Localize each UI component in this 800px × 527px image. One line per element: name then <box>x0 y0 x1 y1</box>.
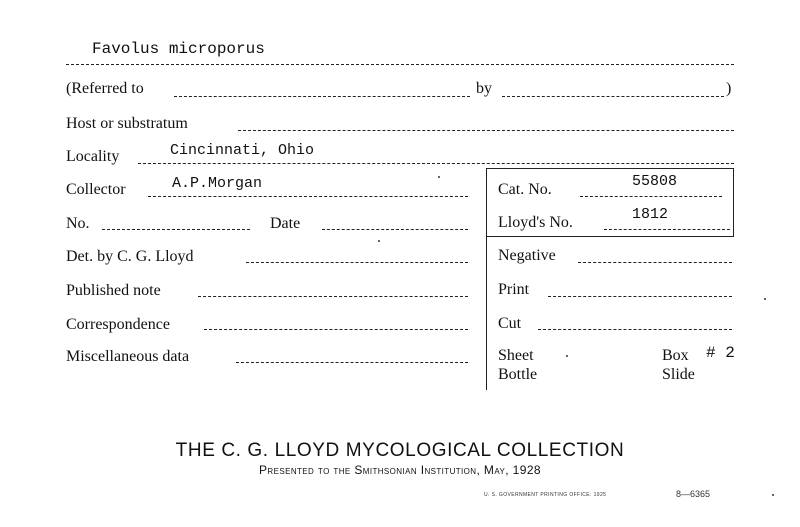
collector-value: A.P.Morgan <box>172 175 263 192</box>
published-note-line <box>198 296 468 297</box>
miscellaneous-label: Miscellaneous data <box>66 348 190 365</box>
right-box-divider <box>486 236 734 237</box>
no-label: No. <box>66 215 90 232</box>
cut-line <box>538 329 732 330</box>
correspondence-label: Correspondence <box>66 316 170 333</box>
box-value: # 2 <box>706 344 735 362</box>
box-label: Box <box>662 347 689 364</box>
collection-subtitle: Presented to the Smithsonian Institution, May, 1928 <box>259 463 541 477</box>
date-label: Date <box>270 215 301 232</box>
print-line <box>548 296 732 297</box>
host-label: Host or substratum <box>66 115 188 132</box>
speck <box>772 494 774 496</box>
date-line <box>322 229 468 230</box>
speck <box>438 176 440 178</box>
taxon-line <box>66 64 734 65</box>
collection-title: THE C. G. LLOYD MYCOLOGICAL COLLECTION <box>175 440 625 461</box>
right-box-top-border <box>486 168 734 169</box>
cut-label: Cut <box>498 315 522 332</box>
form-number: 8—6365 <box>676 489 711 499</box>
lloyds-no-value: 1812 <box>632 206 669 223</box>
printer-credit: U. S. GOVERNMENT PRINTING OFFICE: 1925 <box>484 492 607 498</box>
right-box-right-border <box>733 168 734 236</box>
right-box-left-border <box>486 168 487 390</box>
collector-label: Collector <box>66 181 126 198</box>
locality-label: Locality <box>66 148 120 165</box>
cat-no-value: 55808 <box>632 173 678 190</box>
cat-no-label: Cat. No. <box>498 181 552 198</box>
locality-line <box>138 163 734 164</box>
lloyds-no-line <box>604 229 730 230</box>
cat-no-line <box>580 196 722 197</box>
locality-value: Cincinnati, Ohio <box>170 142 315 159</box>
slide-label: Slide <box>662 366 695 383</box>
by-label: by <box>476 80 492 97</box>
correspondence-line <box>204 329 468 330</box>
taxon-name: Favolus microporus <box>92 40 265 58</box>
speck <box>764 298 766 300</box>
bottle-label: Bottle <box>498 366 538 383</box>
negative-line <box>578 262 732 263</box>
speck <box>378 240 380 242</box>
close-paren: ) <box>726 80 732 97</box>
referred-to-label: (Referred to <box>66 80 144 97</box>
miscellaneous-line <box>236 362 468 363</box>
by-line <box>502 96 724 97</box>
negative-label: Negative <box>498 247 556 264</box>
lloyds-no-label: Lloyd's No. <box>498 214 573 231</box>
referred-to-line <box>174 96 470 97</box>
print-label: Print <box>498 281 530 298</box>
host-line <box>238 130 734 131</box>
det-by-label: Det. by C. G. Lloyd <box>66 248 194 265</box>
det-by-line <box>246 262 468 263</box>
sheet-label: Sheet <box>498 347 534 364</box>
speck <box>566 355 568 357</box>
published-note-label: Published note <box>66 282 161 299</box>
no-line <box>102 229 250 230</box>
collector-line <box>148 196 468 197</box>
